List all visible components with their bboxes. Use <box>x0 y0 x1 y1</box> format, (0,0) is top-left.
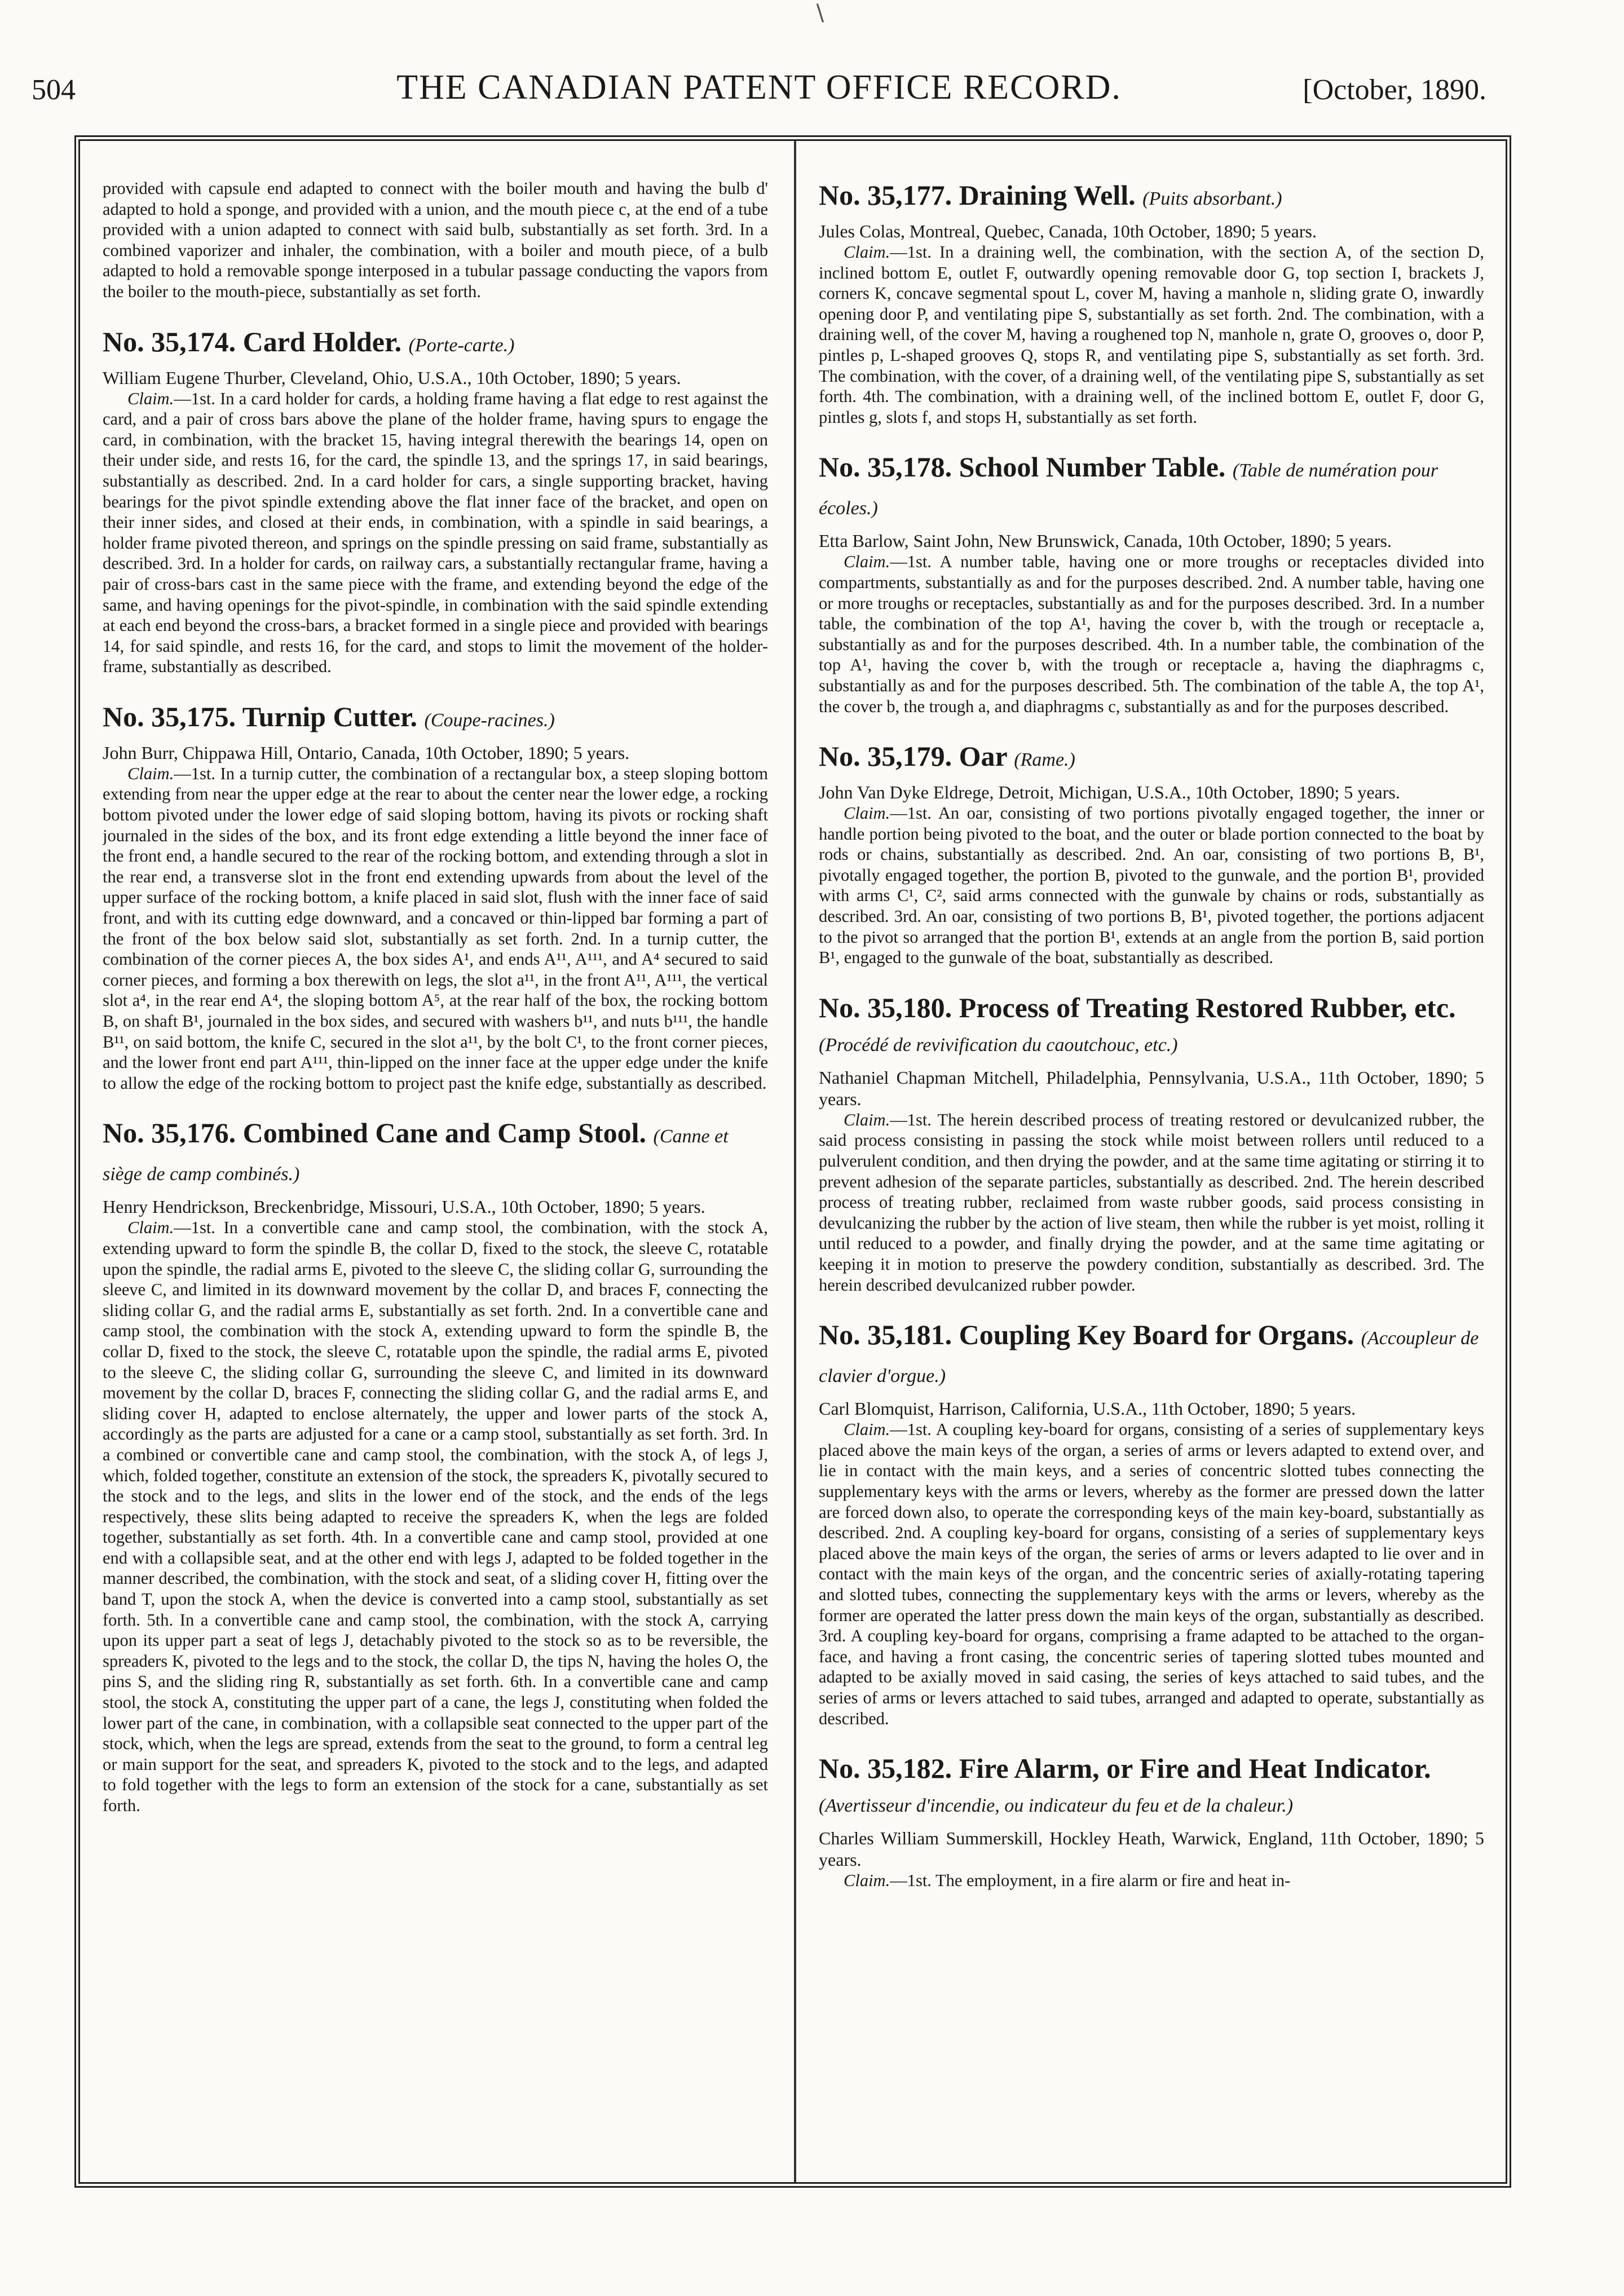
page-number: 504 <box>32 74 76 106</box>
entry-title: Fire Alarm, or Fire and Heat Indicator. <box>959 1752 1431 1785</box>
entry-claim <box>819 551 1484 717</box>
claim-text: —1st. An oar, consisting of two portions pivotally engaged together, the inner or handle portion being pivoted to the boat, and the outer or blade portion connected to the boat by rods or chains, substantially as described. 2nd. An oar, consisting of two portions B, B¹, pivotally engaged together, the portion B, pivoted to the gunwale, and the portion B¹, provided with arms C¹, C², said arms connected with the gunwale by chains or rods, substantially as described. 3rd. An oar, consisting of two portions B, B¹, pivoted together, the portions adjacent to the pivot so arranged that the portion B¹, extends at an angle from the portion B, said portion B¹, engaged to the gunwale of the boat, substantially as described. <box>819 803 1484 968</box>
claim-label: Claim. <box>127 763 174 783</box>
entry-claim <box>819 242 1484 427</box>
claim-text: —1st. The herein described process of treating restored or devulcanized rubber, the said process consisting in passing the stock while moist between rollers until reduced to a pulverulent condition, and then drying the powder, and at the same time agitating or stirring it to prevent adhesion of the separate particles, substantially as described. 2nd. The herein described process of treating rubber, reclaimed from waste rubber goods, said process consisting in devulcanizing the rubber by the action of live steam, then while the rubber is yet moist, rolling it until reduced to a powder, and finally drying the powder, and at the same time agitating or keeping it in motion to preserve the powdery condition, substantially as described. 3rd. The herein described devulcanized rubber powder. <box>819 1110 1484 1295</box>
entry-inventor: Carl Blomquist, Harrison, California, U.S.A., 11th October, 1890; 5 years. <box>819 1398 1356 1419</box>
entry-title: Card Holder. <box>242 325 402 357</box>
entry-title: Turnip Cutter. <box>242 700 417 732</box>
right-column <box>819 178 1484 2169</box>
entry-inventor: Henry Hendrickson, Breckenbridge, Missouri, U.S.A., 10th October, 1890; 5 years. <box>103 1196 705 1217</box>
entry-heading <box>819 178 1484 216</box>
entry-number: No. 35,176. <box>103 1117 236 1149</box>
claim-label: Claim. <box>844 552 890 572</box>
entry-inventor: Charles William Summerskill, Hockley Heath, Warwick, England, 11th October, 1890; 5 years. <box>819 1828 1484 1870</box>
corner-mark: ∖ <box>812 1 827 26</box>
claim-label: Claim. <box>844 1420 890 1440</box>
entry-heading <box>103 325 768 363</box>
entry-heading <box>819 991 1484 1062</box>
patent-entry-35175 <box>103 700 768 1094</box>
entry-french-title: (Coupe-racines.) <box>424 709 555 731</box>
entry-title: Process of Treating Restored Rubber, etc. <box>959 991 1456 1023</box>
entry-number: No. 35,182. <box>819 1752 952 1785</box>
entry-heading <box>103 700 768 738</box>
entry-french-title: (Canne et siège de camp combinés.) <box>103 1126 729 1185</box>
claim-label: Claim. <box>844 1871 890 1891</box>
entry-heading <box>819 1318 1484 1393</box>
claim-label: Claim. <box>127 1218 174 1238</box>
entry-claim <box>103 388 768 677</box>
entry-french-title: (Puits absorbant.) <box>1142 188 1282 209</box>
entry-title: Draining Well. <box>959 179 1136 211</box>
entry-inventor: John Van Dyke Eldrege, Detroit, Michigan, U.S.A., 10th October, 1890; 5 years. <box>819 782 1400 803</box>
page-header <box>32 68 1486 113</box>
entry-title: Coupling Key Board for Organs. <box>959 1319 1354 1351</box>
entry-claim <box>819 1419 1484 1729</box>
entry-inventor: William Eugene Thurber, Cleveland, Ohio, U.S.A., 10th October, 1890; 5 years. <box>103 367 681 388</box>
entry-title: Oar <box>959 740 1007 772</box>
continuation-text: provided with capsule end adapted to connect with the boiler mouth and having the bulb d' adapted to hold a sponge, and provided with a union, and the mouth piece c, at the end of a tube provided with a union adapted to connect with said bulb, substantially as set forth. 3rd. In a combined vaporizer and inhaler, the combination, with a boiler and mouth piece, of a bulb adapted to hold a removable sponge interposed in a tubular passage conducting the vapors from the boiler to the mouth-piece, substantially as set forth. <box>103 179 768 301</box>
issue-date: [October, 1890. <box>1303 74 1486 106</box>
claim-text: —1st. A coupling key-board for organs, consisting of a series of supplementary keys placed above the main keys of the organ, a series of arms or levers adapted to extend over, and lie in contact with the main keys, and a series of concentric slotted tubes connecting the supplementary keys with the arms or levers, whereby as the former are pressed down the latter are forced down also, to operate the corresponding keys of the main key-board, substantially as described. 2nd. A coupling key-board for organs, consisting of a series of supplementary keys placed above the main keys of the organ, the series of arms or levers adapted to lie over and in contact with the main keys of the organ, and the concentric series of axially-rotating tapering and slotted tubes, connecting the supplementary keys with the arms or levers, whereby as the former are operated the latter press down the main keys of the organ, substantially as described. 3rd. A coupling key-board for organs, comprising a frame adapted to be attached to the organ-face, and having a front casing, the concentric series of tapering slotted tubes mounted and adapted to be axially moved in said casing, the series of keys attached to said tubes, and the series of arms or levers attached to said tubes, arranged and adapted to operate, substantially as described. <box>819 1420 1484 1728</box>
entry-title: School Number Table. <box>959 451 1226 483</box>
entry-number: No. 35,181. <box>819 1319 952 1351</box>
claim-text: —1st. In a card holder for cards, a holding frame having a flat edge to rest against the card, and a pair of cross bars above the plane of the holder frame, having spurs to engage the card, in combination, with the bracket 15, having integral therewith the bearings 14, open on their under side, and rests 16, for the card, the spindle 13, and the springs 17, in said bearings, substantially as described. 2nd. In a card holder for cars, a single supporting bracket, having bearings for the pivot spindle extending above the flat inner face of the bracket, and open on their inner sides, and closed at their ends, in combination, with a spindle in said bearings, a holder frame pivoted thereon, and springs on the spindle pressing on said frame, substantially as described. 3rd. In a holder for cards, on railway cars, a substantially rectangular frame, having a pair of cross-bars cast in the same piece with the frame, and extending beyond the edge of the same, and having openings for the pivot-spindle, in combination with the said spindle extending at each end beyond the cross-bars, a bracket formed in a single piece and provided with bearings 14, for said spindle, and rests 16, for the card, and stops to limit the movement of the holder-frame, substantially as described. <box>103 388 768 677</box>
entry-number: No. 35,178. <box>819 451 952 483</box>
entry-claim <box>103 763 768 1094</box>
column-divider <box>794 141 796 2182</box>
left-column <box>103 178 768 2169</box>
patent-entry-35174 <box>103 325 768 677</box>
entry-claim <box>819 803 1484 968</box>
entry-claim <box>819 1870 1484 1891</box>
entry-french-title: (Avertisseur d'incendie, ou indicateur du feu et de la chaleur.) <box>819 1795 1294 1817</box>
claim-label: Claim. <box>844 242 890 262</box>
claim-text: —1st. In a draining well, the combination, with the section A, of the section D, inclined bottom E, outlet F, outwardly opening removable door G, top section I, brackets J, corners K, concave segmental spout L, cover M, having a manhole n, sliding grate O, inwardly opening door P, and ventilating pipe S, substantially as set forth. 2nd. The combination, with a draining well, of the cover M, having a roughened top N, manhole n, grate O, grooves o, door P, pintles p, L-shaped grooves Q, stops R, and ventilating pipe S, substantially as set forth. 3rd. The combination, with the cover, of a draining well, of the ventilating pipe S, substantially as set forth. 4th. The combination, with a draining well, of the inclined bottom E, outlet F, door G, pintles g, slots f, and stops H, substantially as set forth. <box>819 242 1484 427</box>
entry-number: No. 35,175. <box>103 700 236 732</box>
entry-french-title: (Rame.) <box>1014 749 1075 771</box>
patent-entry-35181 <box>819 1318 1484 1729</box>
patent-entry-35180 <box>819 991 1484 1295</box>
claim-text: —1st. The employment, in a fire alarm or fire and heat in- <box>890 1871 1291 1891</box>
entry-inventor: Jules Colas, Montreal, Quebec, Canada, 10th October, 1890; 5 years. <box>819 221 1317 241</box>
entry-claim <box>819 1110 1484 1295</box>
claim-label: Claim. <box>127 388 174 408</box>
entry-french-title: (Accoupleur de clavier d'orgue.) <box>819 1328 1479 1387</box>
entry-claim <box>103 1217 768 1816</box>
entry-number: No. 35,177. <box>819 179 952 211</box>
claim-text: —1st. A number table, having one or more troughs or receptacles divided into compartments, substantially as and for the purposes described. 2nd. A number table, having one or more troughs or receptacles, substantially as and for the purposes described. 3rd. In a number table, the combination of the top A¹, having the cover b, with the trough or receptacle a, substantially as and for the purposes described. 4th. In a number table, the combination of the top A¹, having the cover b, with the trough or receptacle a, having the diaphragms c, substantially as and for the purposes described. 5th. The combination of the table A, the top A¹, the cover b, the trough a, and diaphragms c, substantially as and for the purposes described. <box>819 552 1484 716</box>
publication-title: THE CANADIAN PATENT OFFICE RECORD. <box>396 68 1122 107</box>
entry-number: No. 35,180. <box>819 991 952 1023</box>
entry-inventor: Nathaniel Chapman Mitchell, Philadelphia, Pennsylvania, U.S.A., 11th October, 1890; 5 years. <box>819 1067 1484 1109</box>
patent-entry-35176 <box>103 1116 768 1816</box>
patent-entry-35182 <box>819 1751 1484 1891</box>
entry-inventor: John Burr, Chippawa Hill, Ontario, Canada, 10th October, 1890; 5 years. <box>103 742 630 763</box>
patent-entry-35178 <box>819 450 1484 717</box>
claim-text: —1st. In a turnip cutter, the combination of a rectangular box, a steep sloping bottom extending from near the upper edge at the rear to about the center near the lower edge, a rocking bottom pivoted under the lower edge of said sloping bottom, having its pivots or rocking shaft journaled in the sides of the box, and its front edge extending a little beyond the inner face of the front end, a handle secured to the rear of the rocking bottom, and extending through a slot in the rear end, a transverse slot in the front end extending upwards from about the level of the upper surface of the rocking bottom, a knife placed in said slot, flush with the inner face of said front, and with its cutting edge downward, and a concaved or thin-lipped bar forming a part of the front of the box below said slot, substantially as set forth. 2nd. In a turnip cutter, the combination of the corner pieces A, the box sides A¹, and ends A¹¹, A¹¹¹, and A⁴ secured to said corner pieces, and forming a box therewith on legs, the slot a¹¹, in the front A¹¹, A¹¹¹, the vertical slot a⁴, in the rear end A⁴, the sloping bottom A⁵, at the rear half of the box, the rocking bottom B, on shaft B¹, journaled in the box sides, and secured with washers b¹¹, and nuts b¹¹¹, the handle B¹¹, on said bottom, the knife C, secured in the slot a¹¹, by the bolt C¹, to the front corner pieces, and the lower front end part A¹¹¹, thin-lipped on the inner face at the upper edge under the knife to allow the edge of the rocking bottom to project past the knife edge, substantially as described. <box>103 763 768 1093</box>
patent-entry-35179 <box>819 739 1484 968</box>
claim-label: Claim. <box>844 803 890 823</box>
entry-french-title: (Procédé de revivification du caoutchouc, etc.) <box>819 1034 1178 1056</box>
entry-inventor: Etta Barlow, Saint John, New Brunswick, Canada, 10th October, 1890; 5 years. <box>819 531 1392 551</box>
entry-heading <box>819 739 1484 777</box>
entry-heading <box>819 450 1484 526</box>
claim-text: —1st. In a convertible cane and camp stool, the combination, with the stock A, extending upward to form the spindle B, the collar D, fixed to the stock, the sleeve C, rotatable upon the spindle, the radial arms E, pivoted to the sleeve C, the sliding collar G, surrounding the sleeve C, and limited in its downward movement by the collar D, and braces F, connecting the sliding collar G, and the radial arms E, substantially as set forth. 2nd. In a convertible cane and camp stool, the combination with the stock A, extending upward to form the spindle B, the collar D, fixed to the stock, the sleeve C, rotatable upon the spindle, the radial arms E, pivoted to the sleeve C, the sliding collar G, surrounding the sleeve C, and limited in its downward movement by the collar D, braces F, connecting the sliding collar G, and the radial arms E, and sliding cover H, adapted to enclose alternately, the upper and lower parts of the stock A, accordingly as the parts are adjusted for a cane or a camp stool, substantially as set forth. 3rd. In a combined or convertible cane and camp stool, the combination, with the stock A, of legs J, which, folded together, constitute an extension of the stock, the spreaders K, pivotally secured to the stock and to the legs, and slits in the lower end of the stock, and the ends of the legs respectively, these slits being adapted to receive the spreaders K, when the legs are folded together, substantially as set forth. 4th. In a convertible cane and camp stool, provided at one end with a collapsible seat, and at the other end with legs J, adapted to be folded together in the manner described, the combination, with the stock and seat, of a sliding cover H, fitting over the band T, upon the stock A, when the device is converted into a camp stool, substantially as set forth. 5th. In a convertible cane and camp stool, the combination, with the stock A, carrying upon its upper part a seat of legs J, detachably pivoted to the stock so as to be reversible, the spreaders K, pivoted to the legs and to the stock, the collar D, the tips N, having the holes O, the pins S, and the sliding ring R, substantially as set forth. 6th. In a convertible cane and camp stool, the stock A, constituting the upper part of a cane, the legs J, constituting when folded the lower part of the cane, in combination, with a collapsible seat connected to the upper part of the stock, which, when the legs are spread, extends from the seat to the ground, to form a central leg or main support for the seat, and spreaders K, pivoted to the stock and to the legs, and adapted to fold together with the legs to form an extension of the stock for a cane, substantially as set forth. <box>103 1218 768 1815</box>
entry-french-title: (Porte-carte.) <box>408 334 515 356</box>
page-frame <box>74 135 1511 2188</box>
entry-heading <box>103 1116 768 1191</box>
patent-entry-35177 <box>819 178 1484 427</box>
entry-french-title: (Table de numération pour écoles.) <box>819 460 1438 519</box>
claim-label: Claim. <box>844 1110 890 1129</box>
entry-heading <box>819 1751 1484 1823</box>
entry-number: No. 35,179. <box>819 740 952 772</box>
entry-title: Combined Cane and Camp Stool. <box>242 1117 647 1149</box>
entry-number: No. 35,174. <box>103 325 236 357</box>
